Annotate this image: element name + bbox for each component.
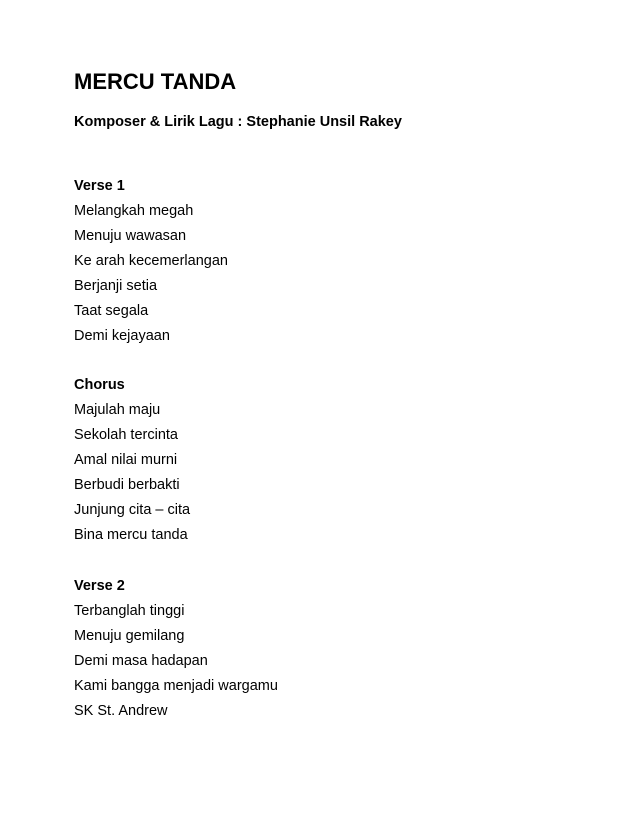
lyric-line: Berjanji setia [74, 278, 158, 294]
section-heading: Verse 2 [74, 578, 125, 594]
section-heading: Verse 1 [74, 178, 125, 194]
chorus-section [74, 375, 190, 550]
lyric-line: Junjung cita – cita [74, 502, 191, 518]
lyric-line: Demi masa hadapan [74, 653, 208, 669]
lyric-line: Terbanglah tinggi [74, 603, 185, 619]
lyric-line: Menuju gemilang [74, 628, 185, 644]
lyric-line: Amal nilai murni [74, 452, 178, 468]
lyric-line: Sekolah tercinta [74, 427, 178, 443]
lyric-line: Melangkah megah [74, 203, 194, 219]
verse-1-section [74, 176, 228, 351]
lyric-line: Kami bangga menjadi wargamu [74, 678, 278, 694]
lyric-line: Majulah maju [74, 402, 161, 418]
document-title: MERCU TANDA [74, 69, 237, 94]
section-heading: Chorus [74, 377, 125, 393]
lyric-line: Ke arah kecemerlangan [74, 253, 228, 269]
composer-credit: Komposer & Lirik Lagu : Stephanie Unsil Rakey [74, 114, 402, 130]
lyric-line: Bina mercu tanda [74, 527, 188, 543]
lyric-line: Demi kejayaan [74, 328, 170, 344]
lyric-line: Menuju wawasan [74, 228, 187, 244]
lyric-line: Taat segala [74, 303, 149, 319]
lyric-line: SK St. Andrew [74, 703, 168, 719]
verse-2-section [74, 576, 278, 726]
lyric-line: Berbudi berbakti [74, 477, 180, 493]
